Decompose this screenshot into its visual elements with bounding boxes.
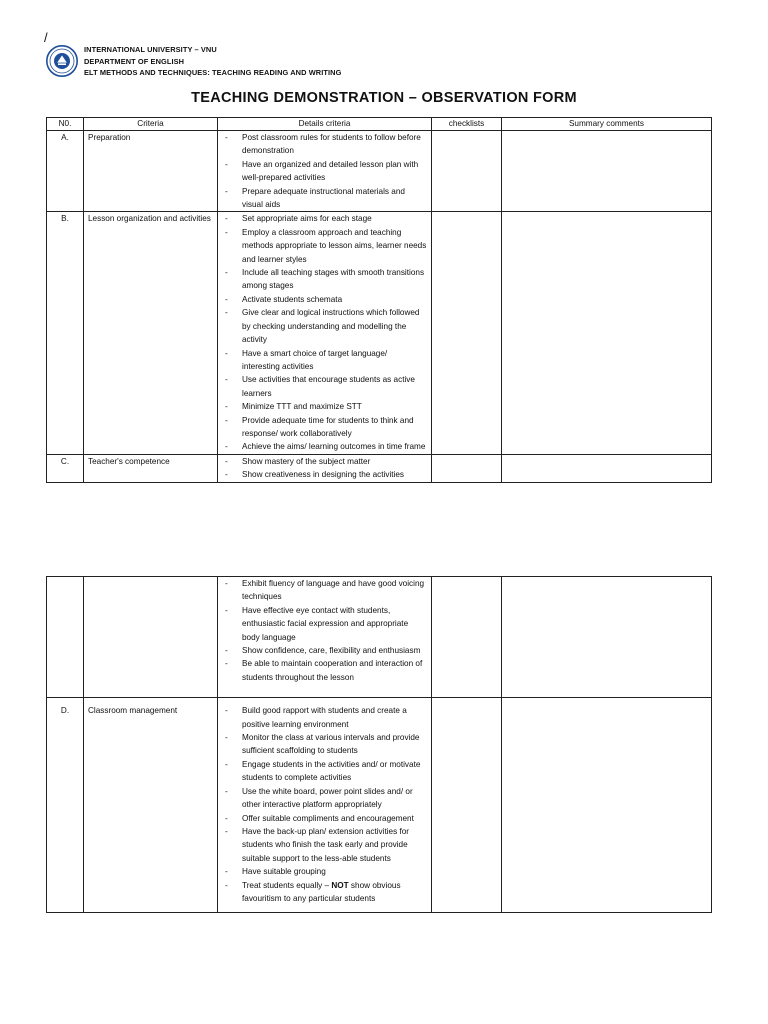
detail-text-after: show obvious favouritism to any particular students (242, 880, 401, 903)
summary-comment-cell[interactable] (502, 212, 712, 454)
row-criteria: Lesson organization and activities (84, 212, 218, 454)
checklist-cell[interactable] (432, 577, 502, 698)
row-criteria: Classroom management (84, 698, 218, 913)
column-header-checklists: checklists (432, 118, 502, 131)
detail-item: - Show confidence, care, flexibility and enthusiasm (222, 644, 427, 657)
table-row (47, 698, 712, 913)
detail-item: - Provide adequate time for students to think and response/ work collaboratively (222, 414, 427, 441)
detail-item: - Minimize TTT and maximize STT (222, 400, 427, 413)
summary-comment-cell[interactable] (502, 131, 712, 212)
column-header-summary: Summary comments (502, 118, 712, 131)
table-row (47, 454, 712, 482)
observation-table-continued (46, 576, 712, 913)
summary-comment-cell[interactable] (502, 698, 712, 913)
table-row (47, 131, 712, 212)
detail-item: - Have an organized and detailed lesson plan with well-prepared activities (222, 158, 427, 185)
detail-item: - Achieve the aims/ learning outcomes in time frame (222, 440, 427, 453)
checklist-cell[interactable] (432, 131, 502, 212)
row-number: C. (47, 454, 84, 482)
table-row (47, 212, 712, 454)
detail-text-emphasis: NOT (331, 880, 349, 890)
university-name: INTERNATIONAL UNIVERSITY – VNU (84, 45, 217, 54)
detail-item: - Be able to maintain cooperation and interaction of students throughout the lesson (222, 657, 427, 684)
header-lines (84, 44, 341, 79)
detail-item: - Activate students schemata (222, 293, 427, 306)
row-number (47, 577, 84, 698)
course-name: ELT METHODS AND TECHNIQUES: TEACHING READING AND WRITING (84, 68, 342, 77)
detail-item: - Monitor the class at various intervals and provide sufficient scaffolding to students (222, 731, 427, 758)
detail-item: - Have suitable grouping (222, 865, 427, 878)
detail-item: - Set appropriate aims for each stage (222, 212, 427, 225)
detail-item: - Prepare adequate instructional materials and visual aids (222, 185, 427, 212)
department-name: DEPARTMENT OF ENGLISH (84, 56, 185, 66)
detail-item: - Use the white board, power point slides and/ or other interactive platform appropriately (222, 785, 427, 812)
detail-item: - Engage students in the activities and/ or motivate students to complete activities (222, 758, 427, 785)
detail-item: - Exhibit fluency of language and have good voicing techniques (222, 577, 427, 604)
column-header-details: Details criteria (218, 118, 432, 131)
row-details (218, 454, 432, 482)
detail-text-before: Treat students equally – (242, 880, 332, 890)
checklist-cell[interactable] (432, 454, 502, 482)
table-header-row (47, 118, 712, 131)
checklist-cell[interactable] (432, 698, 502, 913)
university-seal-icon (46, 45, 78, 77)
summary-comment-cell[interactable] (502, 454, 712, 482)
row-details (218, 698, 432, 913)
detail-item: - Offer suitable compliments and encouragement (222, 812, 427, 825)
summary-comment-cell[interactable] (502, 577, 712, 698)
table-row (47, 577, 712, 698)
detail-item: - Use activities that encourage students as active learners (222, 373, 427, 400)
row-criteria (84, 577, 218, 698)
detail-item: - Show mastery of the subject matter (222, 455, 427, 468)
row-number: B. (47, 212, 84, 454)
row-criteria: Preparation (84, 131, 218, 212)
detail-item: - Post classroom rules for students to follow before demonstration (222, 131, 427, 158)
row-criteria: Teacher's competence (84, 454, 218, 482)
page-mark: / (44, 30, 48, 45)
document-header (46, 44, 341, 79)
row-details (218, 212, 432, 454)
detail-item: - Have effective eye contact with students, enthusiastic facial expression and appropriate body language (222, 604, 427, 644)
column-header-no: N0. (47, 118, 84, 131)
detail-item: - Employ a classroom approach and teaching methods appropriate to lesson aims, learner needs and learner styles (222, 226, 427, 266)
row-number: A. (47, 131, 84, 212)
detail-item: - Build good rapport with students and create a positive learning environment (222, 704, 427, 731)
page-title: TEACHING DEMONSTRATION – OBSERVATION FORM (191, 90, 577, 106)
detail-item: - Give clear and logical instructions which followed by checking understanding and modelling the activity (222, 306, 427, 346)
detail-item (222, 879, 427, 906)
row-number: D. (47, 698, 84, 913)
detail-item: - Have a smart choice of target language/ interesting activities (222, 347, 427, 374)
detail-item: - Have the back-up plan/ extension activities for students who finish the task early and provide suitable support to the less-able students (222, 825, 427, 865)
row-details (218, 577, 432, 698)
detail-item: - Show creativeness in designing the activities (222, 468, 427, 481)
observation-table (46, 117, 712, 483)
row-details (218, 131, 432, 212)
column-header-criteria: Criteria (84, 118, 218, 131)
detail-item: - Include all teaching stages with smooth transitions among stages (222, 266, 427, 293)
checklist-cell[interactable] (432, 212, 502, 454)
